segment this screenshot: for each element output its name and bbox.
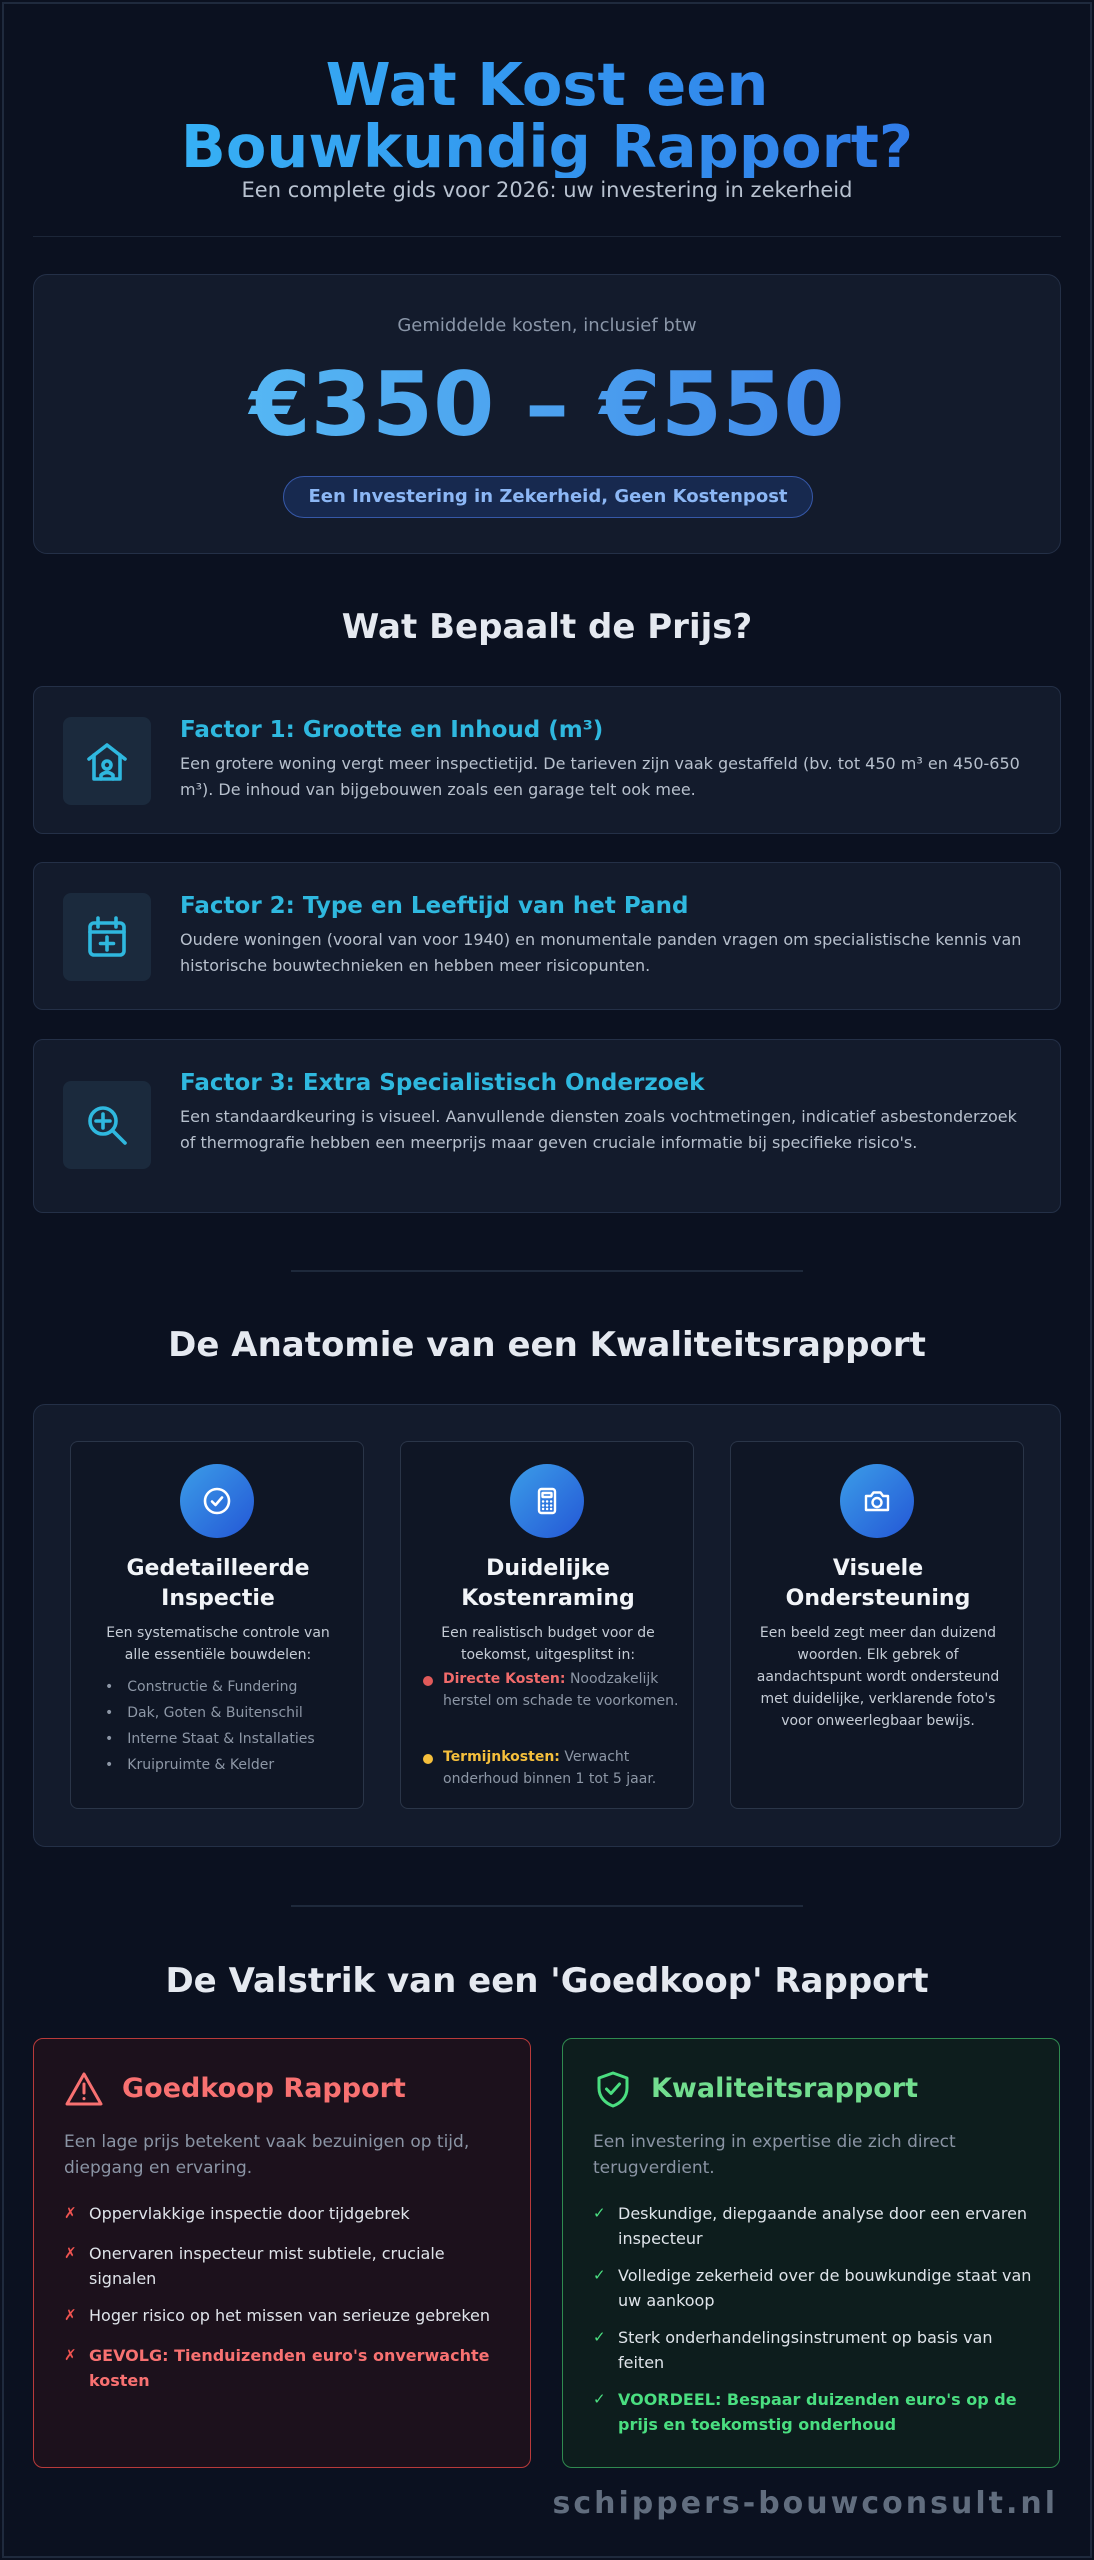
cross-icon: ✗ xyxy=(64,2346,77,2364)
list-item: ✓ Deskundige, diepgaande analyse door een ervaren inspecteur xyxy=(593,2201,1033,2251)
list-item: • Constructie & Fundering xyxy=(105,1674,315,1700)
factor-text: Oudere woningen (vooral van voor 1940) en monumentale panden vragen om specialistische kennis van historische bouwtechnieken en hebben meer risicopunten. xyxy=(180,930,1022,975)
factor-card-size xyxy=(33,686,1061,834)
list-item-benefit: ✓ VOORDEEL: Bespaar duizenden euro's op de prijs en toekomstig onderhoud xyxy=(593,2387,1033,2437)
price-card xyxy=(33,274,1061,554)
factors-heading: Wat Bepaalt de Prijs? xyxy=(341,607,753,647)
footer-website: schippers-bouwconsult.nl xyxy=(552,2486,1058,2521)
check-icon: ✓ xyxy=(593,2390,606,2408)
list-item: ✗ Oppervlakkige inspectie door tijdgebrek xyxy=(64,2201,504,2226)
factor-text: Een standaardkeuring is visueel. Aanvullende diensten zoals vochtmetingen, indicatief asbestonderzoek of thermografie hebben een meerprijs maar geven cruciale informatie bij specifieke risico's. xyxy=(180,1107,1017,1152)
anatomy-card-desc: Een systematische controle van alle essentiële bouwdelen: xyxy=(106,1625,330,1663)
cross-icon: ✗ xyxy=(64,2204,77,2222)
factor-card-age xyxy=(33,862,1061,1010)
cheap-report-title: Goedkoop Rapport xyxy=(122,2073,406,2104)
price-range: €350 – €550 xyxy=(34,350,1060,460)
anatomy-card-title: Gedetailleerde Inspectie xyxy=(126,1556,310,1611)
price-badge: Een Investering in Zekerheid, Geen Kostenpost xyxy=(283,476,813,518)
quality-report-desc: Een investering in expertise die zich direct terugverdient. xyxy=(593,2132,956,2178)
comparison-heading: De Valstrik van een 'Goedkoop' Rapport xyxy=(165,1961,929,2001)
list-item: • Dak, Goten & Buitenschil xyxy=(105,1700,315,1726)
calendar-plus-icon xyxy=(63,893,151,981)
check-icon: ✓ xyxy=(593,2266,606,2284)
list-item: ✗ Onervaren inspecteur mist subtiele, cruciale signalen xyxy=(64,2241,504,2291)
camera-icon xyxy=(840,1464,914,1538)
anatomy-card-costs xyxy=(400,1441,694,1809)
calculator-icon xyxy=(510,1464,584,1538)
factor-title: Factor 1: Grootte en Inhoud (m³) xyxy=(180,717,604,743)
price-label: Gemiddelde kosten, inclusief btw xyxy=(397,315,697,336)
cost-direct-text: Noodzakelijk herstel om schade te voorkomen. xyxy=(443,1671,679,1709)
divider xyxy=(291,1270,803,1272)
red-dot-icon xyxy=(423,1676,433,1686)
yellow-dot-icon xyxy=(423,1754,433,1764)
check-icon: ✓ xyxy=(593,2204,606,2222)
house-icon xyxy=(63,717,151,805)
anatomy-card-title: Visuele Ondersteuning xyxy=(785,1556,971,1611)
cross-icon: ✗ xyxy=(64,2306,77,2324)
list-item: ✓ Volledige zekerheid over de bouwkundige staat van uw aankoop xyxy=(593,2263,1033,2313)
warning-triangle-icon xyxy=(64,2069,104,2109)
list-item: • Kruipruimte & Kelder xyxy=(105,1752,315,1778)
quality-report-card xyxy=(562,2038,1060,2468)
search-plus-icon xyxy=(63,1081,151,1169)
anatomy-panel xyxy=(33,1404,1061,1847)
anatomy-heading: De Anatomie van een Kwaliteitsrapport xyxy=(168,1325,926,1365)
cost-direct-label: Directe Kosten: xyxy=(443,1671,566,1687)
anatomy-card-inspection xyxy=(70,1441,364,1809)
divider xyxy=(33,236,1061,237)
shield-check-icon xyxy=(593,2069,633,2109)
cross-icon: ✗ xyxy=(64,2244,77,2262)
factor-text: Een grotere woning vergt meer inspectietijd. De tarieven zijn vaak gestaffeld (bv. tot 450 m³ en 450-650 m³). De inhoud van bijgebouwen zoals een garage telt ook mee. xyxy=(180,754,1020,799)
factor-title: Factor 3: Extra Specialistisch Onderzoek xyxy=(180,1070,705,1096)
anatomy-card-desc: Een realistisch budget voor de toekomst, uitgesplitst in: xyxy=(441,1625,655,1663)
anatomy-card-desc: Een beeld zegt meer dan duizend woorden. Elk gebrek of aandachtspunt wordt ondersteund met duidelijke, verklarende foto's voor onweerlegbaar bewijs. xyxy=(756,1625,1000,1729)
list-item: ✓ Sterk onderhandelingsinstrument op basis van feiten xyxy=(593,2325,1033,2375)
quality-report-title: Kwaliteitsrapport xyxy=(651,2073,919,2104)
check-icon: ✓ xyxy=(593,2328,606,2346)
cheap-report-card xyxy=(33,2038,531,2468)
inspection-list xyxy=(105,1674,315,1778)
factor-title: Factor 2: Type en Leeftijd van het Pand xyxy=(180,893,689,919)
list-item: ✗ Hoger risico op het missen van serieuze gebreken xyxy=(64,2303,504,2328)
list-item: • Interne Staat & Installaties xyxy=(105,1726,315,1752)
cheap-report-desc: Een lage prijs betekent vaak bezuinigen op tijd, diepgang en ervaring. xyxy=(64,2132,470,2178)
page-subtitle: Een complete gids voor 2026: uw investering in zekerheid xyxy=(241,178,853,202)
cost-term-text: Verwacht onderhoud binnen 1 tot 5 jaar. xyxy=(443,1749,657,1787)
cost-direct xyxy=(423,1668,683,1712)
cost-term xyxy=(423,1746,683,1790)
page-title: Wat Kost een Bouwkundig Rapport? xyxy=(0,54,1094,178)
check-circle-icon xyxy=(180,1464,254,1538)
anatomy-card-visual xyxy=(730,1441,1024,1809)
list-item-consequence: ✗ GEVOLG: Tienduizenden euro's onverwachte kosten xyxy=(64,2343,504,2393)
divider xyxy=(291,1905,803,1907)
factor-card-extra xyxy=(33,1039,1061,1213)
cost-term-label: Termijnkosten: xyxy=(443,1749,560,1765)
anatomy-card-title: Duidelijke Kostenraming xyxy=(461,1556,635,1611)
